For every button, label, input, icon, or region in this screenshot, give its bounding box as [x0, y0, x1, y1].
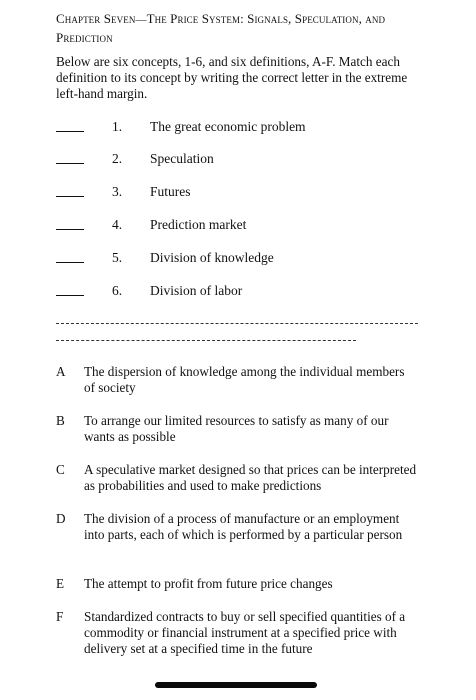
- dashed-divider: [56, 340, 356, 341]
- concept-text: Futures: [150, 184, 191, 199]
- title-text-line-1: The Price System: Signals, Speculation, and: [146, 11, 386, 26]
- concept-item: [56, 150, 436, 168]
- definition-letter: C: [56, 462, 65, 477]
- answer-blank[interactable]: [56, 262, 84, 263]
- concept-item: [56, 249, 436, 267]
- answer-blank[interactable]: [56, 196, 84, 197]
- definition-text: The attempt to profit from future price changes: [84, 576, 333, 591]
- definition-letter: B: [56, 413, 65, 428]
- concept-text: Division of knowledge: [150, 250, 274, 265]
- chapter-title: [56, 10, 436, 46]
- chapter-label: Chapter Seven: [56, 11, 136, 26]
- answer-blank[interactable]: [56, 229, 84, 230]
- concept-text: Speculation: [150, 151, 214, 166]
- definition-text: To arrange our limited resources to satisfy as many of our wants as possible: [84, 413, 389, 444]
- concept-text: Division of labor: [150, 283, 243, 298]
- concept-item: [56, 282, 436, 300]
- concept-text: The great economic problem: [150, 119, 306, 134]
- definition-letter: F: [56, 609, 64, 624]
- instructions-paragraph: Below are six concepts, 1-6, and six definitions, A-F. Match each definition to its concept by writing the correct letter in the extreme left-hand margin.: [56, 54, 408, 101]
- definition-text: Standardized contracts to buy or sell specified quantities of a commodity or financial instrument at a specified price with delivery set at a specified time in the future: [84, 609, 406, 656]
- concept-item: [56, 216, 436, 234]
- concept-number: 2.: [112, 151, 123, 166]
- concept-number: 5.: [112, 250, 123, 265]
- definition-letter: A: [56, 364, 66, 379]
- concept-item: [56, 118, 436, 136]
- answer-blank[interactable]: [56, 295, 84, 296]
- concept-text: Prediction market: [150, 217, 247, 232]
- chapter-title-line-1: Chapter Seven—The Price System: Signals, Speculation, and: [56, 11, 386, 26]
- answer-blank[interactable]: [56, 163, 84, 164]
- concept-number: 4.: [112, 217, 123, 232]
- definition-letter: E: [56, 576, 65, 591]
- concept-number: 6.: [112, 283, 123, 298]
- concept-number: 3.: [112, 184, 123, 199]
- title-text-line-2: Prediction: [56, 30, 113, 45]
- definition-letter: D: [56, 511, 66, 526]
- definition-text: The dispersion of knowledge among the individual members of society: [84, 364, 405, 395]
- definition-text: The division of a process of manufacture or an employment into parts, each of which is performed by a particular person: [84, 511, 403, 542]
- dashed-divider: [56, 323, 418, 324]
- definition-text: A speculative market designed so that prices can be interpreted as probabilities and used to make predictions: [84, 462, 417, 493]
- home-indicator[interactable]: [155, 682, 317, 688]
- concept-item: [56, 183, 436, 201]
- concept-number: 1.: [112, 119, 123, 134]
- answer-blank[interactable]: [56, 131, 84, 132]
